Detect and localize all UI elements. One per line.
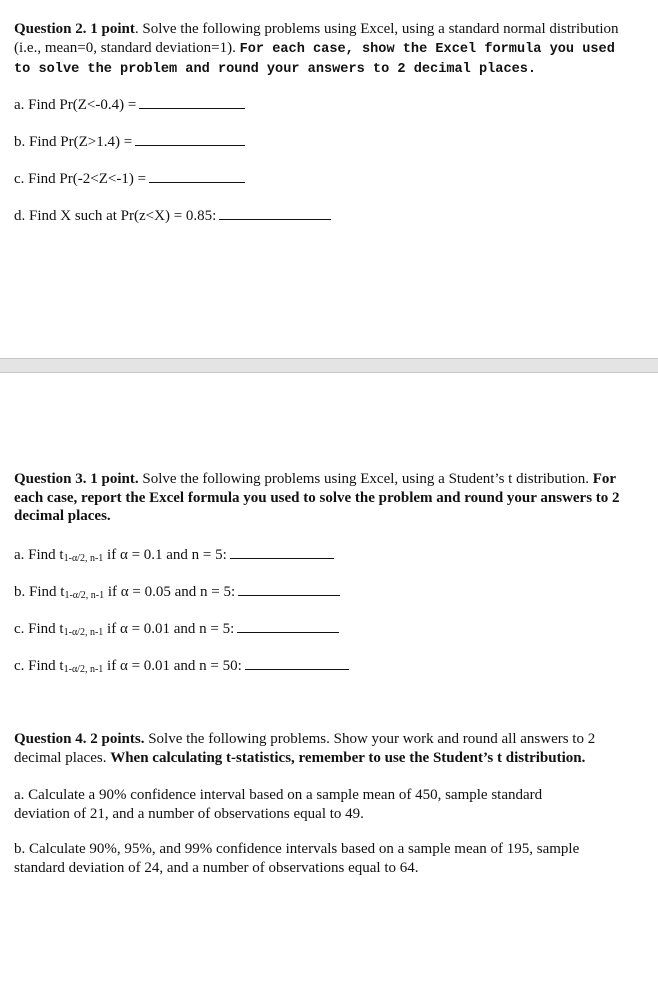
t-subscript: 1-α/2, n-1 bbox=[63, 553, 104, 564]
question-3-item-c bbox=[14, 618, 339, 640]
question-4-instruction: When calculating t-statistics, remember to use the Student’s t distribution. bbox=[110, 749, 586, 766]
question-3-intro bbox=[14, 470, 639, 526]
find-label: Find t bbox=[28, 621, 64, 637]
answer-blank[interactable] bbox=[238, 581, 340, 596]
question-2-intro bbox=[14, 20, 639, 80]
item-text: a. Find Pr(Z<-0.4) = bbox=[14, 97, 137, 113]
item-text: a. Calculate a 90% confidence interval based on a sample mean of 450, sample standard deviation of 21, and a number of observations equal to 49. bbox=[14, 787, 543, 822]
question-3-heading: Question 3. 1 point. bbox=[14, 471, 139, 487]
answer-blank[interactable] bbox=[219, 205, 331, 220]
answer-blank[interactable] bbox=[149, 168, 245, 183]
document-page-2 bbox=[0, 373, 658, 982]
document-page-1 bbox=[0, 0, 658, 358]
answer-blank[interactable] bbox=[230, 544, 334, 559]
find-label: Find t bbox=[29, 584, 65, 600]
question-2-heading: Question 2. 1 point bbox=[14, 21, 135, 37]
item-condition: if α = 0.01 and n = 50: bbox=[107, 658, 242, 674]
page-separator bbox=[0, 358, 658, 373]
question-2-instruction: For each case, show the Excel formula you used to solve the problem and round your answers to 2 decimal places. bbox=[14, 41, 615, 77]
find-label: Find t bbox=[28, 547, 64, 563]
answer-blank[interactable] bbox=[135, 131, 245, 146]
question-2-item-b bbox=[14, 131, 245, 151]
question-2-item-d bbox=[14, 205, 331, 225]
question-3-instruction: For each case, report the Excel formula you used to solve the problem and round your answers to 2 decimal places. bbox=[14, 471, 620, 524]
item-prefix: b. bbox=[14, 584, 26, 600]
item-prefix: c. bbox=[14, 621, 25, 637]
item-text: d. Find X such at Pr(z<X) = 0.85: bbox=[14, 208, 217, 224]
question-4-item-a bbox=[14, 786, 594, 823]
answer-blank[interactable] bbox=[237, 618, 339, 633]
item-prefix: c. bbox=[14, 658, 25, 674]
question-2-item-c bbox=[14, 168, 245, 188]
question-4-heading: Question 4. 2 points. bbox=[14, 731, 145, 747]
question-4-item-b bbox=[14, 840, 629, 877]
question-3-item-d bbox=[14, 655, 349, 677]
item-condition: if α = 0.1 and n = 5: bbox=[107, 547, 227, 563]
t-subscript: 1-α/2, n-1 bbox=[64, 590, 105, 601]
t-subscript: 1-α/2, n-1 bbox=[63, 664, 104, 675]
answer-blank[interactable] bbox=[245, 655, 349, 670]
item-text: b. Find Pr(Z>1.4) = bbox=[14, 134, 133, 150]
question-2-intro-text: . Solve the following problems using Excel, using a standard normal distribution (i.e., mean=0, standard deviation=1). bbox=[14, 21, 619, 56]
question-3-intro-text: Solve the following problems using Excel, using a Student’s t distribution. bbox=[138, 471, 593, 487]
question-4-intro bbox=[14, 730, 639, 767]
question-2-item-a bbox=[14, 94, 245, 114]
item-text: c. Find Pr(-2<Z<-1) = bbox=[14, 171, 147, 187]
item-prefix: a. bbox=[14, 547, 25, 563]
question-4-intro-text: Solve the following problems. Show your work and round all answers to 2 decimal places. bbox=[14, 731, 596, 766]
item-text: b. Calculate 90%, 95%, and 99% confidence intervals based on a sample mean of 195, sample standard deviation of 24, and a number of observations equal to 64. bbox=[14, 841, 580, 876]
question-3-item-a bbox=[14, 544, 334, 566]
question-3-item-b bbox=[14, 581, 340, 603]
t-subscript: 1-α/2, n-1 bbox=[63, 627, 104, 638]
item-condition: if α = 0.05 and n = 5: bbox=[107, 584, 236, 600]
answer-blank[interactable] bbox=[139, 94, 245, 109]
item-condition: if α = 0.01 and n = 5: bbox=[107, 621, 235, 637]
find-label: Find t bbox=[28, 658, 64, 674]
